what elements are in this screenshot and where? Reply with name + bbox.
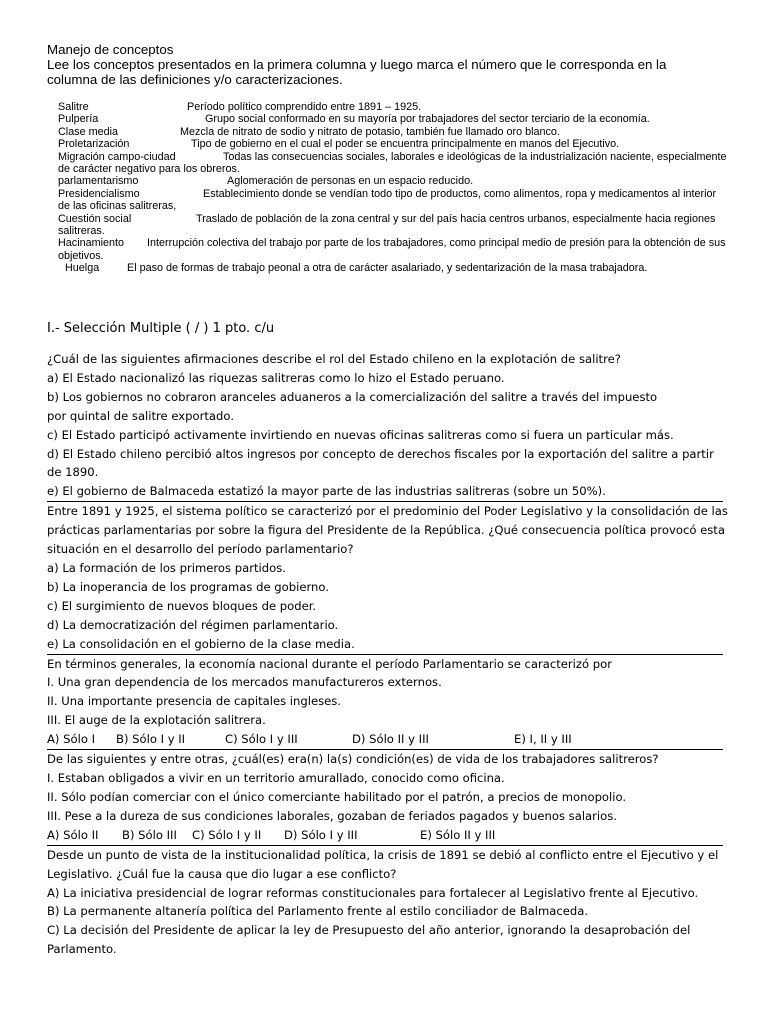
concept-term: Hacinamiento bbox=[58, 237, 125, 250]
concept-term: Presidencialismo bbox=[58, 187, 140, 200]
question-5 bbox=[47, 845, 723, 959]
concept-definition: Establecimiento donde se vendían todo tipo de productos, como alimentos, ropa y medicamentos al interior de las oficinas salitreras, bbox=[58, 187, 717, 213]
concept-definition: Tipo de gobierno en el cual el poder se encuentra principalmente en manos del Ejecutivo. bbox=[191, 138, 620, 151]
section-title: I.- Selección Multiple ( / ) 1 pto. c/u bbox=[47, 321, 275, 336]
questions-list bbox=[47, 350, 728, 959]
concept-definition: Traslado de población de la zona central y sur del país hacia centros urbanos, especialmente hacia regiones salitreras. bbox=[58, 212, 716, 238]
option-b: B) La permanente altanería política del Parlamento frente al estilo conciliador de Balmaceda. bbox=[47, 904, 589, 919]
concept-row bbox=[47, 101, 727, 113]
concept-row bbox=[47, 188, 727, 213]
concept-term: Proletarización bbox=[58, 138, 130, 151]
intro-instruction-line2: columna de las definiciones y/o caracterizaciones. bbox=[47, 72, 343, 87]
concept-term: Huelga bbox=[65, 262, 100, 275]
concept-definition: Mezcla de nitrato de sodio y nitrato de potasio, también fue llamado oro blanco. bbox=[180, 125, 560, 138]
question-3 bbox=[47, 654, 723, 750]
intro-title: Manejo de conceptos bbox=[47, 42, 174, 57]
statement-ii: II. Una importante presencia de capitales ingleses. bbox=[47, 694, 341, 709]
concepts-list bbox=[47, 101, 727, 275]
question-stem: ¿Cuál de las siguientes afirmaciones describe el rol del Estado chileno en la explotación de salitre? bbox=[47, 352, 621, 366]
concept-definition: Todas las consecuencias sociales, laborales e ideológicas de la industrialización naciente, especialmente de carácter negativo para los obreros. bbox=[58, 150, 727, 176]
concept-definition: Grupo social conformado en su mayoría por trabajadores del sector terciario de la economía. bbox=[205, 113, 650, 126]
concept-term: Pulpería bbox=[58, 113, 99, 126]
answer-options bbox=[47, 730, 723, 749]
concept-row bbox=[47, 151, 727, 176]
concept-row bbox=[47, 113, 727, 125]
question-stem: Desde un punto de vista de la institucionalidad política, la crisis de 1891 se debió al conflicto entre el Ejecutivo y el bbox=[47, 847, 719, 862]
option-a: a) La formación de los primeros partidos. bbox=[47, 560, 286, 575]
option-b: b) Los gobiernos no cobraron aranceles aduaneros a la comercialización del salitre a través del impuesto bbox=[47, 389, 658, 404]
statement-i: I. Estaban obligados a vivir en un territorio amurallado, conocido como oficina. bbox=[47, 771, 505, 786]
concept-definition: Interrupción colectiva del trabajo por parte de los trabajadores, como principal medio de presión para la obtención de sus objetivos. bbox=[58, 237, 726, 262]
statement-iii: III. Pese a la dureza de sus condiciones laborales, gozaban de feriados pagados y buenos salarios. bbox=[47, 808, 617, 823]
concept-definition: Aglomeración de personas en un espacio reducido. bbox=[227, 175, 474, 188]
option-b: B) Sólo I y II bbox=[116, 732, 186, 747]
option-c: c) El Estado participó activamente invirtiendo en nuevas oficinas salitreras como si fuera un particular más. bbox=[47, 427, 674, 442]
option-c: C) Sólo I y II bbox=[192, 827, 262, 842]
statement-iii: III. El auge de la explotación salitrera. bbox=[47, 713, 266, 728]
concept-definition: El paso de formas de trabajo peonal a otra de carácter asalariado, y sedentarización de la masa trabajadora. bbox=[127, 262, 648, 275]
option-d: d) El Estado chileno percibió altos ingresos por concepto de derechos fiscales por la exportación del salitre a partir bbox=[47, 446, 714, 461]
concept-term: Cuestión social bbox=[58, 212, 132, 225]
concept-term: Clase media bbox=[58, 125, 119, 138]
option-d: d) La democratización del régimen parlamentario. bbox=[47, 617, 339, 632]
question-stem-continued: prácticas parlamentarias por sobre la figura del Presidente de la República. ¿Qué consecuencia política provocó esta bbox=[47, 523, 725, 538]
question-stem-continued: Legislativo. ¿Cuál fue la causa que dio lugar a ese conflicto? bbox=[47, 866, 397, 881]
question-stem-continued: situación en el desarrollo del período parlamentario? bbox=[47, 542, 354, 557]
option-e: E) I, II y III bbox=[514, 732, 572, 747]
question-2 bbox=[47, 501, 728, 653]
statement-i: I. Una gran dependencia de los mercados manufactureros externos. bbox=[47, 675, 442, 690]
option-e: e) El gobierno de Balmaceda estatizó la mayor parte de las industrias salitreras (sobre un 50%). bbox=[47, 484, 606, 499]
answer-options bbox=[47, 826, 723, 845]
question-4 bbox=[47, 749, 723, 845]
question-1 bbox=[47, 350, 723, 501]
concept-definition: Período político comprendido entre 1891 – 1925. bbox=[187, 101, 422, 113]
statement-ii: II. Sólo podían comerciar con el único comerciante habilitado por el patrón, a precios de monopolio. bbox=[47, 789, 627, 804]
option-d: D) Sólo II y III bbox=[352, 732, 429, 747]
concept-row bbox=[47, 126, 727, 138]
option-a: A) Sólo I bbox=[47, 732, 96, 747]
concept-row bbox=[47, 237, 727, 262]
option-a: A) Sólo II bbox=[47, 827, 99, 842]
concept-term: Migración campo-ciudad bbox=[58, 150, 176, 163]
option-a: a) El Estado nacionalizó las riquezas salitreras como lo hizo el Estado peruano. bbox=[47, 370, 505, 385]
option-e: E) Sólo II y III bbox=[420, 827, 496, 842]
question-stem: De las siguientes y entre otras, ¿cuál(es) era(n) la(s) condición(es) de vida de los trabajadores salitreros? bbox=[47, 752, 659, 767]
option-c: c) El surgimiento de nuevos bloques de poder. bbox=[47, 598, 317, 613]
intro-instruction-line1: Lee los conceptos presentados en la primera columna y luego marca el número que le corresponda en la bbox=[47, 57, 667, 72]
option-c-continued: Parlamento. bbox=[47, 942, 117, 957]
concept-row bbox=[47, 138, 727, 150]
intro-block bbox=[47, 42, 737, 87]
concept-term: Salitre bbox=[58, 101, 89, 113]
concept-row bbox=[47, 262, 727, 274]
option-c: C) La decisión del Presidente de aplicar la ley de Presupuesto del año anterior, ignorando la desaprobación del bbox=[47, 923, 691, 938]
option-d: D) Sólo I y III bbox=[284, 827, 358, 842]
option-c: C) Sólo I y III bbox=[225, 732, 298, 747]
question-stem: En términos generales, la economía nacional durante el período Parlamentario se caracterizó por bbox=[47, 656, 612, 671]
question-stem: Entre 1891 y 1925, el sistema político se caracterizó por el predominio del Poder Legislativo y la consolidación de las bbox=[47, 504, 728, 519]
concept-row bbox=[47, 213, 727, 238]
option-b: b) La inoperancia de los programas de gobierno. bbox=[47, 579, 329, 594]
option-e: e) La consolidación en el gobierno de la clase media. bbox=[47, 636, 355, 651]
concept-term: parlamentarismo bbox=[58, 175, 139, 188]
option-a: A) La iniciativa presidencial de lograr reformas constitucionales para fortalecer al Legislativo frente al Ejecutivo. bbox=[47, 885, 699, 900]
concept-row bbox=[47, 175, 727, 187]
option-b: B) Sólo III bbox=[122, 827, 177, 842]
option-b-continued: por quintal de salitre exportado. bbox=[47, 408, 234, 423]
option-d-continued: de 1890. bbox=[47, 465, 99, 480]
